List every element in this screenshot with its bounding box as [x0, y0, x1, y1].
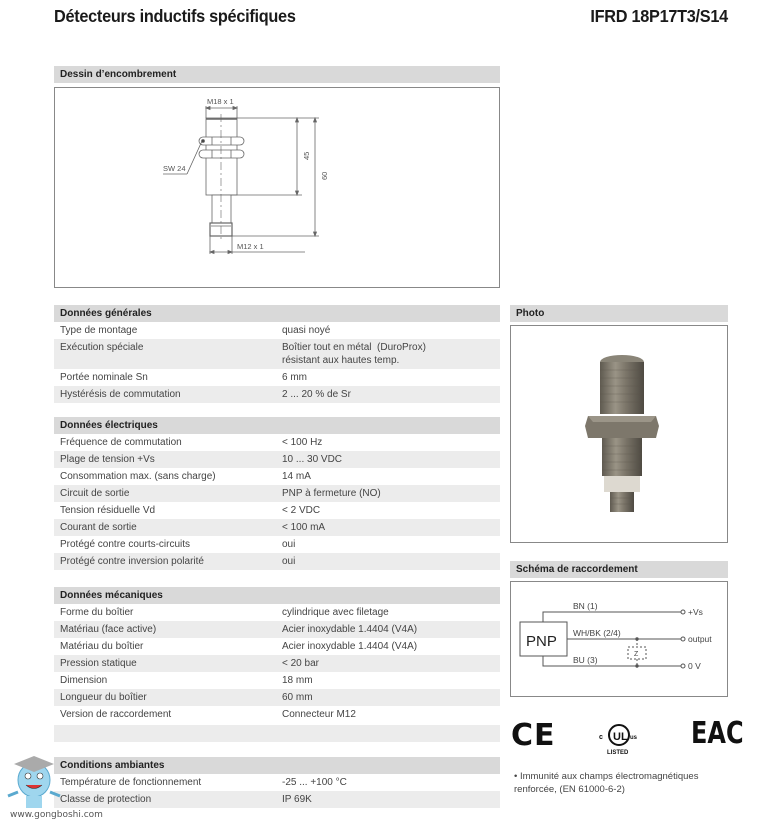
- photo-heading: Photo: [516, 308, 545, 319]
- table-row: [54, 553, 500, 570]
- row-value-line1: Boîtier tout en métal (DuroProx): [282, 342, 426, 353]
- terminal-0v: [681, 664, 685, 668]
- total-length-label: 60: [320, 171, 329, 180]
- table-row: [54, 706, 500, 723]
- row-value: oui: [282, 556, 296, 567]
- body-length-label: 45: [302, 151, 311, 160]
- row-value: [282, 341, 500, 367]
- row-label: Hystérésis de commutation: [60, 389, 181, 400]
- eac-mark-text: EAC: [691, 716, 744, 751]
- row-label: Courant de sortie: [60, 522, 137, 533]
- table-row: [54, 468, 500, 485]
- svg-text:c: c: [599, 734, 603, 741]
- row-label: Longueur du boîtier: [60, 692, 147, 703]
- row-label: Pression statique: [60, 658, 137, 669]
- page-title: Détecteurs inductifs spécifiques: [54, 6, 296, 26]
- row-value: 6 mm: [282, 372, 307, 383]
- ambient-table: [54, 774, 500, 808]
- general-section-header: [54, 305, 500, 322]
- terminal-output: [681, 637, 685, 641]
- table-row: [54, 689, 500, 706]
- ce-mark-icon: [511, 718, 556, 753]
- table-row: [54, 774, 500, 791]
- table-row: [54, 672, 500, 689]
- row-label: Protégé contre courts-circuits: [60, 539, 191, 550]
- table-row: [54, 386, 500, 403]
- table-row: [54, 369, 500, 386]
- wiring-section-header: [510, 561, 728, 578]
- row-label: Exécution spéciale: [60, 342, 144, 353]
- wiring-diagram: [511, 582, 727, 696]
- row-label: Protégé contre inversion polarité: [60, 556, 204, 567]
- table-row: [54, 485, 500, 502]
- row-label: Température de fonctionnement: [60, 777, 202, 788]
- row-label: Classe de protection: [60, 794, 152, 805]
- row-value: Acier inoxydable 1.4404 (V4A): [282, 641, 418, 652]
- table-row: [54, 322, 500, 339]
- row-value: 60 mm: [282, 692, 313, 703]
- wiring-box: [510, 581, 728, 697]
- svg-text:UL: UL: [613, 731, 628, 743]
- nut-lower: [199, 150, 244, 158]
- row-label: Matériau (face active): [60, 624, 157, 635]
- table-row: [54, 791, 500, 808]
- wrench-size-label: SW 24: [163, 164, 186, 173]
- ul-listed-icon: [597, 722, 641, 756]
- row-label: Plage de tension +Vs: [60, 454, 155, 465]
- row-label: Type de montage: [60, 325, 138, 336]
- svg-text:LISTED: LISTED: [607, 750, 629, 756]
- row-value: Acier inoxydable 1.4404 (V4A): [282, 624, 418, 635]
- row-label: Forme du boîtier: [60, 607, 134, 618]
- row-value: < 100 Hz: [282, 437, 323, 448]
- mechanical-heading: Données mécaniques: [60, 590, 163, 601]
- table-row: [54, 451, 500, 468]
- ambient-section-header: [54, 757, 500, 774]
- row-value: quasi noyé: [282, 325, 331, 336]
- row-value: < 100 mA: [282, 522, 326, 533]
- general-table: [54, 322, 500, 403]
- dimension-drawing: [55, 88, 499, 287]
- row-value: < 20 bar: [282, 658, 319, 669]
- mechanical-section-header: [54, 587, 500, 604]
- load-z-label: Z: [634, 651, 639, 658]
- row-value: 14 mA: [282, 471, 311, 482]
- terminal-vs: [681, 610, 685, 614]
- pnp-label: PNP: [526, 633, 557, 650]
- row-label: Matériau du boîtier: [60, 641, 144, 652]
- row-label: Dimension: [60, 675, 108, 686]
- row-label: Fréquence de commutation: [60, 437, 182, 448]
- table-row: [54, 621, 500, 638]
- svg-text:us: us: [630, 735, 638, 741]
- wiring-heading: Schéma de raccordement: [516, 564, 638, 575]
- row-label: Version de raccordement: [60, 709, 172, 720]
- photo-box: [510, 325, 728, 543]
- row-value: < 2 VDC: [282, 505, 321, 516]
- row-value: PNP à fermeture (NO): [282, 488, 381, 499]
- emc-note: • Immunité aux champs électromagnétiques renforcée, (EN 61000-6-2): [514, 771, 699, 795]
- row-label: Tension résiduelle Vd: [60, 505, 156, 516]
- table-row: [54, 655, 500, 672]
- drawing-section-header: [54, 66, 500, 83]
- table-row: [54, 339, 500, 369]
- empty-row: [54, 725, 500, 742]
- row-value: oui: [282, 539, 296, 550]
- table-row: [54, 434, 500, 451]
- table-row: [54, 502, 500, 519]
- table-row: [54, 519, 500, 536]
- row-value: IP 69K: [282, 794, 312, 805]
- table-row: [54, 536, 500, 553]
- electrical-heading: Données électriques: [60, 420, 158, 431]
- wire-bn-label: BN (1): [573, 601, 598, 611]
- row-label: Portée nominale Sn: [60, 372, 148, 383]
- eac-mark-icon: [691, 716, 744, 751]
- general-heading: Données générales: [60, 308, 152, 319]
- row-value: cylindrique avec filetage: [282, 607, 389, 618]
- watermark-logo: [4, 752, 64, 812]
- row-value: Connecteur M12: [282, 709, 356, 720]
- ambient-heading: Conditions ambiantes: [60, 760, 165, 771]
- nut-upper: [199, 137, 244, 145]
- watermark-url: www.gongboshi.com: [10, 810, 103, 820]
- wire-whbk-label: WH/BK (2/4): [573, 628, 621, 638]
- electrical-section-header: [54, 417, 500, 434]
- terminal-output-label: output: [688, 634, 712, 644]
- drawing-heading: Dessin d’encombrement: [60, 69, 177, 80]
- dimension-drawing-box: [54, 87, 500, 288]
- model-number: IFRD 18P17T3/S14: [590, 6, 728, 26]
- ce-mark-text: CE: [511, 718, 556, 753]
- terminal-vs-label: +Vs: [688, 607, 703, 617]
- row-value: 2 ... 20 % de Sr: [282, 389, 351, 400]
- mechanical-table: [54, 604, 500, 742]
- table-row: [54, 604, 500, 621]
- row-label: Consommation max. (sans charge): [60, 471, 216, 482]
- terminal-0v-label: 0 V: [688, 661, 701, 671]
- electrical-table: [54, 434, 500, 570]
- row-value-line2: résistant aux hautes temp.: [282, 355, 400, 366]
- row-value: -25 ... +100 °C: [282, 777, 347, 788]
- wire-bu-label: BU (3): [573, 655, 598, 665]
- thread-connector-label: M12 x 1: [237, 242, 264, 251]
- thread-top-label: M18 x 1: [207, 97, 234, 106]
- row-label: Circuit de sortie: [60, 488, 130, 499]
- row-value: 18 mm: [282, 675, 313, 686]
- product-photo: [511, 326, 727, 542]
- table-row: [54, 638, 500, 655]
- photo-section-header: [510, 305, 728, 322]
- row-value: 10 ... 30 VDC: [282, 454, 343, 465]
